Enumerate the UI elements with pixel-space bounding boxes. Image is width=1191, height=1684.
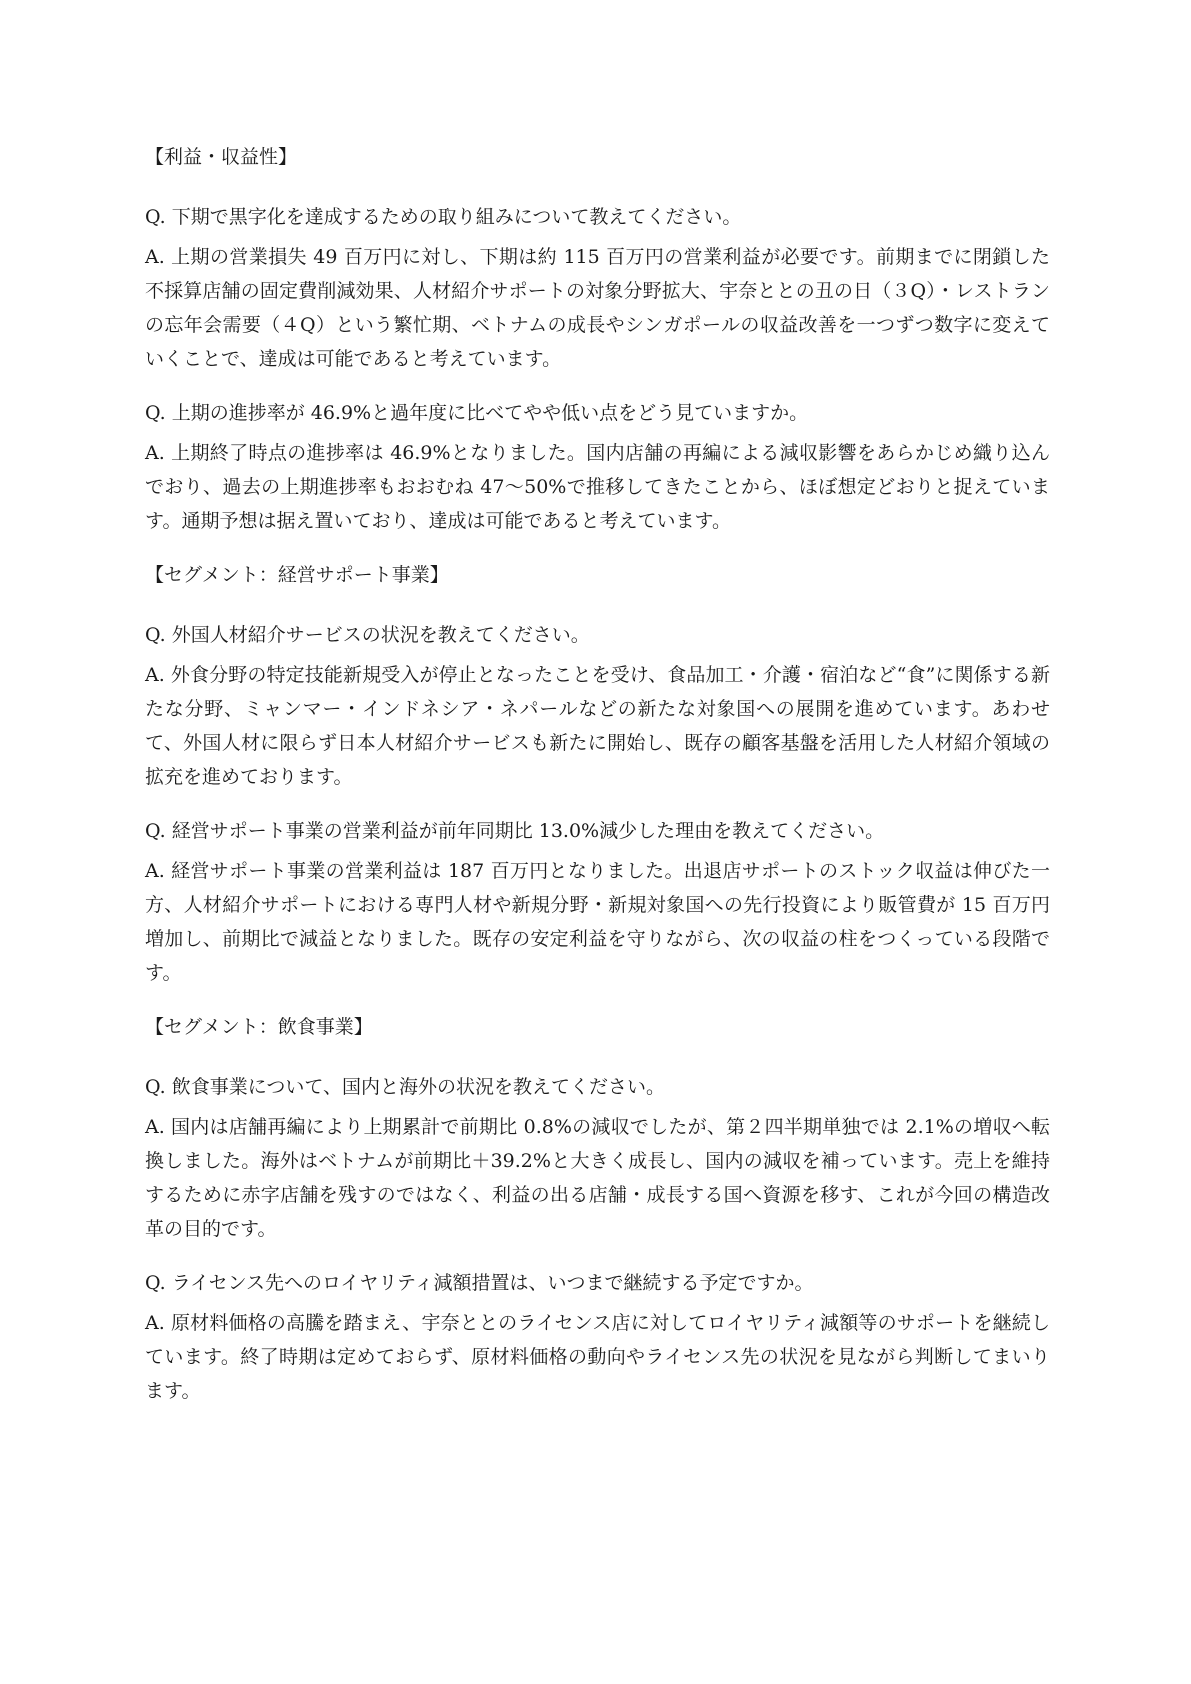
- section-heading: 【セグメント：経営サポート事業】: [145, 564, 449, 586]
- answer-text: A. 上期の営業損失 49 百万円に対し、下期は約 115 百万円の営業利益が必要です。前期までに閉鎖した不採算店舗の固定費削減効果、人材紹介サポートの対象分野拡大、宇奈ととの丑の日（３Q）・レストランの忘年会需要（４Q）という繁忙期、ベトナムの成長やシンガポールの収益改善を一つずつ数字に変えていくことで、達成は可能であると考えています。: [145, 246, 1050, 370]
- qa-item: [145, 200, 1050, 376]
- qa-item: [145, 1070, 1050, 1246]
- section-heading: 【利益・収益性】: [145, 146, 298, 168]
- section-restaurant: [145, 1010, 1050, 1408]
- question-text: Q. ライセンス先へのロイヤリティ減額措置は、いつまで継続する予定ですか。: [145, 1272, 814, 1294]
- qa-item: [145, 814, 1050, 990]
- qa-item: [145, 396, 1050, 538]
- answer-text: A. 国内は店舗再編により上期累計で前期比 0.8%の減収でしたが、第２四半期単独では 2.1%の増収へ転換しました。海外はベトナムが前期比＋39.2%と大きく成長し、国内の減収を補っています。売上を維持するために赤字店舗を残すのではなく、利益の出る店舗・成長する国へ資源を移す、これが今回の構造改革の目的です。: [145, 1116, 1051, 1240]
- answer-text: A. 原材料価格の高騰を踏まえ、宇奈ととのライセンス店に対してロイヤリティ減額等のサポートを継続しています。終了時期は定めておらず、原材料価格の動向やライセンス先の状況を見ながら判断してまいります。: [145, 1312, 1050, 1402]
- answer-text: A. 経営サポート事業の営業利益は 187 百万円となりました。出退店サポートのストック収益は伸びた一方、人材紹介サポートにおける専門人材や新規分野・新規対象国への先行投資により販管費が 15 百万円増加し、前期比で減益となりました。既存の安定利益を守りながら、次の収益の柱をつくっている段階です。: [145, 860, 1050, 984]
- qa-item: [145, 1266, 1050, 1408]
- question-text: Q. 経営サポート事業の営業利益が前年同期比 13.0%減少した理由を教えてください。: [145, 820, 885, 842]
- qa-item: [145, 618, 1050, 794]
- answer-text: A. 上期終了時点の進捗率は 46.9%となりました。国内店舗の再編による減収影響をあらかじめ織り込んでおり、過去の上期進捗率もおおむね 47〜50%で推移してきたことから、ほぼ想定どおりと捉えています。通期予想は据え置いており、達成は可能であると考えています。: [145, 442, 1050, 532]
- question-text: Q. 外国人材紹介サービスの状況を教えてください。: [145, 624, 590, 646]
- section-profitability: [145, 140, 1050, 538]
- section-management-support: [145, 558, 1050, 990]
- section-heading: 【セグメント：飲食事業】: [145, 1016, 373, 1038]
- question-text: Q. 飲食事業について、国内と海外の状況を教えてください。: [145, 1076, 665, 1098]
- document-page: [145, 140, 1050, 1428]
- question-text: Q. 上期の進捗率が 46.9%と過年度に比べてやや低い点をどう見ていますか。: [145, 402, 809, 424]
- answer-text: A. 外食分野の特定技能新規受入が停止となったことを受け、食品加工・介護・宿泊など“食”に関係する新たな分野、ミャンマー・インドネシア・ネパールなどの新たな対象国への展開を進めています。あわせて、外国人材に限らず日本人材紹介サービスも新たに開始し、既存の顧客基盤を活用した人材紹介領域の拡充を進めております。: [145, 664, 1050, 788]
- question-text: Q. 下期で黒字化を達成するための取り組みについて教えてください。: [145, 206, 742, 228]
